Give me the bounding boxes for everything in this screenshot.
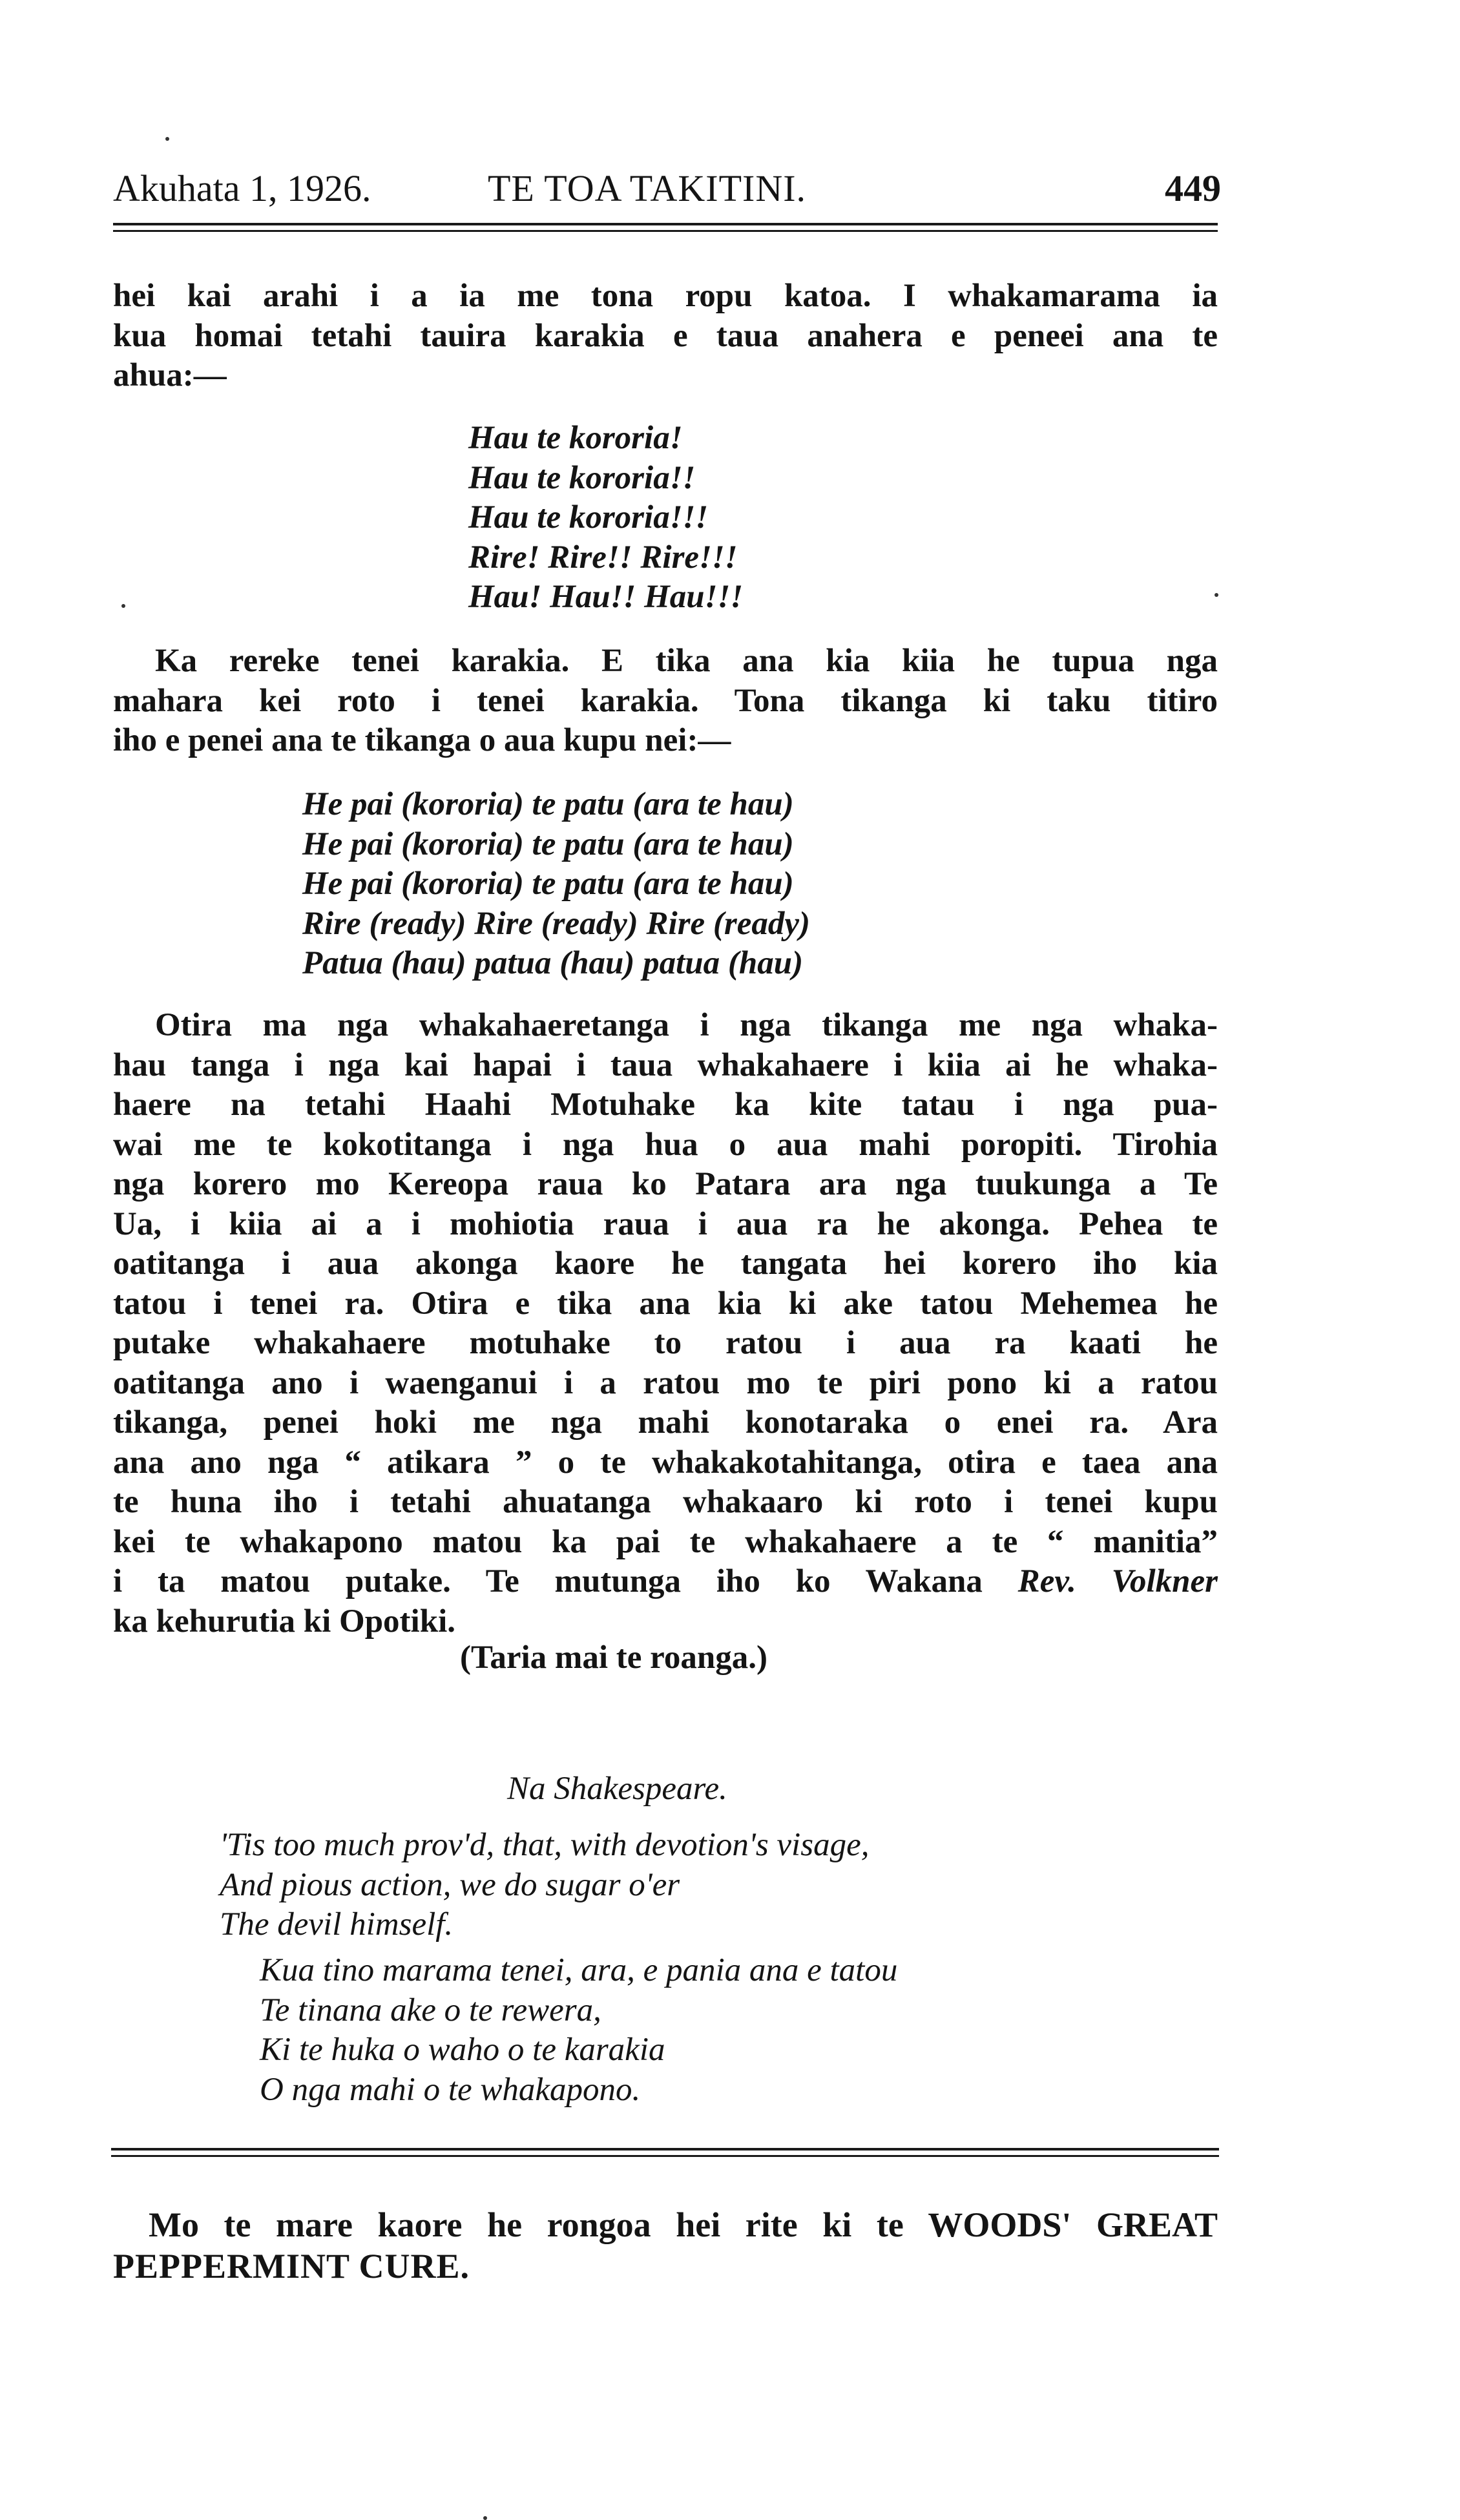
quote-line: Kua tino marama tenei, ara, e pania ana e tatou [260,1952,898,1988]
chant-line: He pai (kororia) te patu (ara te hau) [302,866,794,902]
text-line: haere na tetahi Haahi Motuhake ka kite tatau i nga pua- [113,1087,1218,1123]
ad-line: Mo te mare kaore he rongoa hei rite ki te WOODS' GREAT [149,2205,1218,2244]
chant-line: Hau te kororia! [468,420,683,456]
text-line: Ua, i kiia ai a i mohiotia raua i aua ra he akonga. Pehea te [113,1205,1218,1242]
text-line: oatitanga i aua akonga kaore he tangata hei korero iho kia [113,1245,1218,1282]
quote-line: And pious action, we do sugar o'er [220,1866,680,1903]
chant-line: Rire! Rire!! Rire!!! [468,539,738,576]
text-line: wai me te kokotitanga i nga hua o aua mahi poropiti. Tirohia [113,1126,1218,1163]
quote-line: The devil himself. [220,1906,454,1942]
chant-1 [468,419,743,618]
section-rule [111,2148,1219,2150]
paragraph-2 [113,641,1218,761]
text-line: tikanga, penei hoki me nga mahi konotaraka o enei ra. Ara [113,1404,1218,1441]
text-line: hau tanga i nga kai hapai i taua whakahaere i kiia ai he whaka- [113,1047,1218,1083]
paragraph-1 [113,276,1218,396]
continued-note: (Taria mai te roanga.) [460,1640,767,1676]
chant-line: Patua (hau) patua (hau) patua (hau) [302,945,804,981]
chant-line: Hau te kororia!!! [468,499,709,536]
text-line: ka kehurutia ki Opotiki. [113,1603,455,1640]
shakespeare-maori [260,1951,897,2110]
shakespeare-heading: Na Shakespeare. [507,1771,727,1807]
text-line: Ka rereke tenei karakia. E tika ana kia kiia he tupua nga [155,643,1218,679]
quote-line: Ki te huka o waho o te karakia [260,2032,665,2068]
page-header [113,167,1221,218]
quote-line: 'Tis too much prov'd, that, with devotion's visage, [220,1827,870,1863]
chant-line: Hau! Hau!! Hau!!! [468,579,744,615]
header-rule [113,223,1218,225]
ad-line: PEPPERMINT CURE. [113,2247,470,2286]
chant-2 [302,785,810,984]
name-rev-volkner: Rev. Volkner [1017,1563,1218,1599]
text-line-with-name [113,1562,1218,1602]
publication-title: TE TOA TAKITINI. [488,167,807,209]
text-line: iho e penei ana te tikanga o aua kupu nei:— [113,722,731,758]
chant-line: Hau te kororia!! [468,459,696,496]
text-line: nga korero mo Kereopa raua ko Patara ara nga tuukunga a Te [113,1166,1218,1202]
text-line: hei kai arahi i a ia me tona ropu katoa. I whakamarama ia [113,278,1218,314]
text-line: ahua:— [113,357,227,393]
quote-line: Te tinana ake o te rewera, [260,1992,601,2028]
text-line: mahara kei roto i tenei karakia. Tona tikanga ki taku titiro [113,682,1218,719]
chant-line: He pai (kororia) te patu (ara te hau) [302,826,794,862]
scan-speck [1215,593,1218,597]
text-line: putake whakahaere motuhake to ratou i aua ra kaati he [113,1325,1218,1361]
text-line: te huna iho i tetahi ahuatanga whakaaro ki roto i tenei kupu [113,1484,1218,1520]
issue-date: Akuhata 1, 1926. [113,167,371,209]
text-line: kei te whakapono matou ka pai te whakahaere a te “ manitia” [113,1523,1218,1560]
paragraph-3 [113,1006,1218,1641]
text-line: oatitanga ano i waenganui i a ratou mo te piri pono ki a ratou [113,1364,1218,1401]
text-line: tatou i tenei ra. Otira e tika ana kia ki ake tatou Mehemea he [113,1285,1218,1322]
text-line: Otira ma nga whakahaeretanga i nga tikanga me nga whaka- [155,1007,1218,1043]
advertisement [113,2204,1218,2287]
text-fragment: i ta matou putake. Te mutunga iho ko Wakana [113,1563,983,1599]
text-line: kua homai tetahi tauira karakia e taua anahera e peneei ana te [113,317,1218,354]
shakespeare-english [220,1826,869,1945]
quote-line: O nga mahi o te whakapono. [260,2071,641,2108]
chant-line: Rire (ready) Rire (ready) Rire (ready) [302,905,811,942]
chant-line: He pai (kororia) te patu (ara te hau) [302,786,794,822]
scan-speck [121,604,125,608]
text-line: ana ano nga “ atikara ” o te whakakotahitanga, otira e taea ana [113,1444,1218,1481]
scan-speck [165,137,169,141]
page-number: 449 [1165,167,1221,209]
